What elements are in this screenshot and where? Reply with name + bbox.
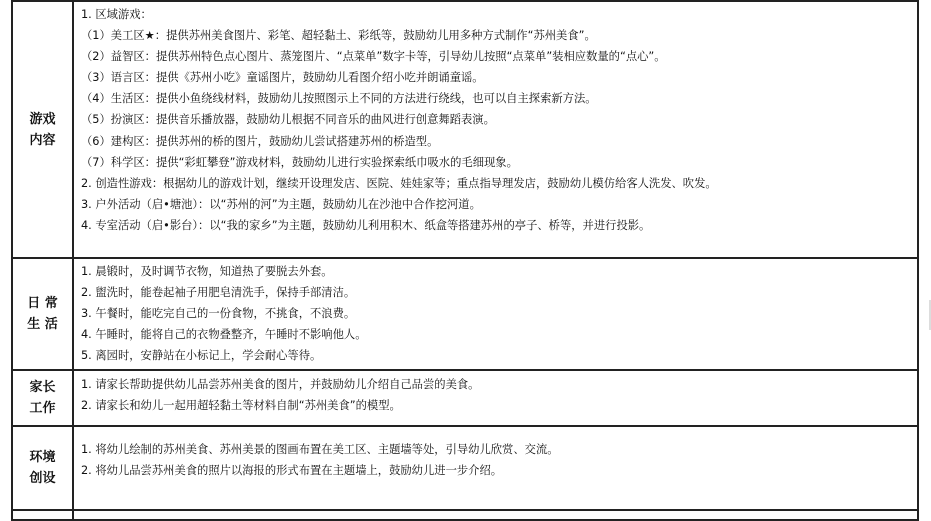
content-parent-work xyxy=(73,370,918,426)
text-line: （1）美工区★：提供苏州美食图片、彩笔、超轻黏土、彩纸等，鼓励幼儿用多种方式制作“苏州美食”。 xyxy=(81,29,596,43)
text-line: 5. 离园时，安静站在小标记上，学会耐心等待。 xyxy=(81,349,322,363)
text-line: 1. 晨锻时，及时调节衣物，知道热了要脱去外套。 xyxy=(81,265,333,278)
text-line: 1. 请家长帮助提供幼儿品尝苏州美食的图片，并鼓励幼儿介绍自己品尝的美食。 xyxy=(81,378,480,391)
cell-partial-label xyxy=(12,510,73,520)
plan-table xyxy=(11,0,919,521)
row-partial xyxy=(12,510,918,520)
label-daily-life: 日 常 生 活 xyxy=(12,258,73,370)
content-game-content xyxy=(73,1,918,258)
row-game-content xyxy=(12,1,918,258)
content-environment xyxy=(73,426,918,510)
cell-partial-content xyxy=(73,510,918,520)
text-line: （3）语言区：提供《苏州小吃》童谣图片，鼓励幼儿看图介绍小吃并朗诵童谣。 xyxy=(81,71,484,85)
text-line: 2. 盥洗时，能卷起袖子用肥皂清洗手，保持手部清洁。 xyxy=(81,286,356,300)
text-line: 4. 午睡时，能将自己的衣物叠整齐，午睡时不影响他人。 xyxy=(81,328,367,342)
text-line: （4）生活区：提供小鱼绕线材料，鼓励幼儿按照图示上不同的方法进行绕线，也可以自主探索新方法。 xyxy=(81,92,597,106)
text-line: （7）科学区：提供“彩虹攀登”游戏材料，鼓励幼儿进行实验探索纸巾吸水的毛细现象。 xyxy=(81,155,518,169)
text-line: 4. 专室活动（启•影台）：以“我的家乡”为主题，鼓励幼儿利用积木、纸盒等搭建苏州的亭子、桥等，并进行投影。 xyxy=(81,218,651,232)
text-line: 2. 创造性游戏：根据幼儿的游戏计划，继续开设理发店、医院、娃娃家等；重点指导理发店，鼓励幼儿模仿给客人洗发、吹发。 xyxy=(81,176,717,190)
text-line: 2. 将幼儿品尝苏州美食的照片以海报的形式布置在主题墙上，鼓励幼儿进一步介绍。 xyxy=(81,464,503,478)
label-environment: 环境 创设 xyxy=(12,426,73,510)
text-line: 1. 将幼儿绘制的苏州美食、苏州美景的图画布置在美工区、主题墙等处，引导幼儿欣赏、交流。 xyxy=(81,443,559,456)
label-parent-work: 家长 工作 xyxy=(12,370,73,426)
text-line: 3. 户外活动（启•塘池）：以“苏州的河”为主题，鼓励幼儿在沙池中合作挖河道。 xyxy=(81,197,481,211)
text-line: （5）扮演区：提供音乐播放器，鼓励幼儿根据不同音乐的曲风进行创意舞蹈表演。 xyxy=(81,113,495,127)
content-daily-life xyxy=(73,258,918,370)
text-line: （6）建构区：提供苏州的桥的图片，鼓励幼儿尝试搭建苏州的桥造型。 xyxy=(81,134,439,148)
text-line: 3. 午餐时，能吃完自己的一份食物，不挑食，不浪费。 xyxy=(81,307,356,321)
text-line: （2）益智区：提供苏州特色点心图片、蒸笼图片、“点菜单”数字卡等，引导幼儿按照“点菜单”装相应数量的“点心”。 xyxy=(81,50,666,64)
text-line: 2. 请家长和幼儿一起用超轻黏土等材料自制“苏州美食”的模型。 xyxy=(81,399,401,413)
row-environment xyxy=(12,426,918,510)
row-daily-life xyxy=(12,258,918,370)
row-parent-work xyxy=(12,370,918,426)
text-line: 1. 区域游戏： xyxy=(81,8,152,21)
label-game-content: 游戏 内容 xyxy=(12,1,73,258)
